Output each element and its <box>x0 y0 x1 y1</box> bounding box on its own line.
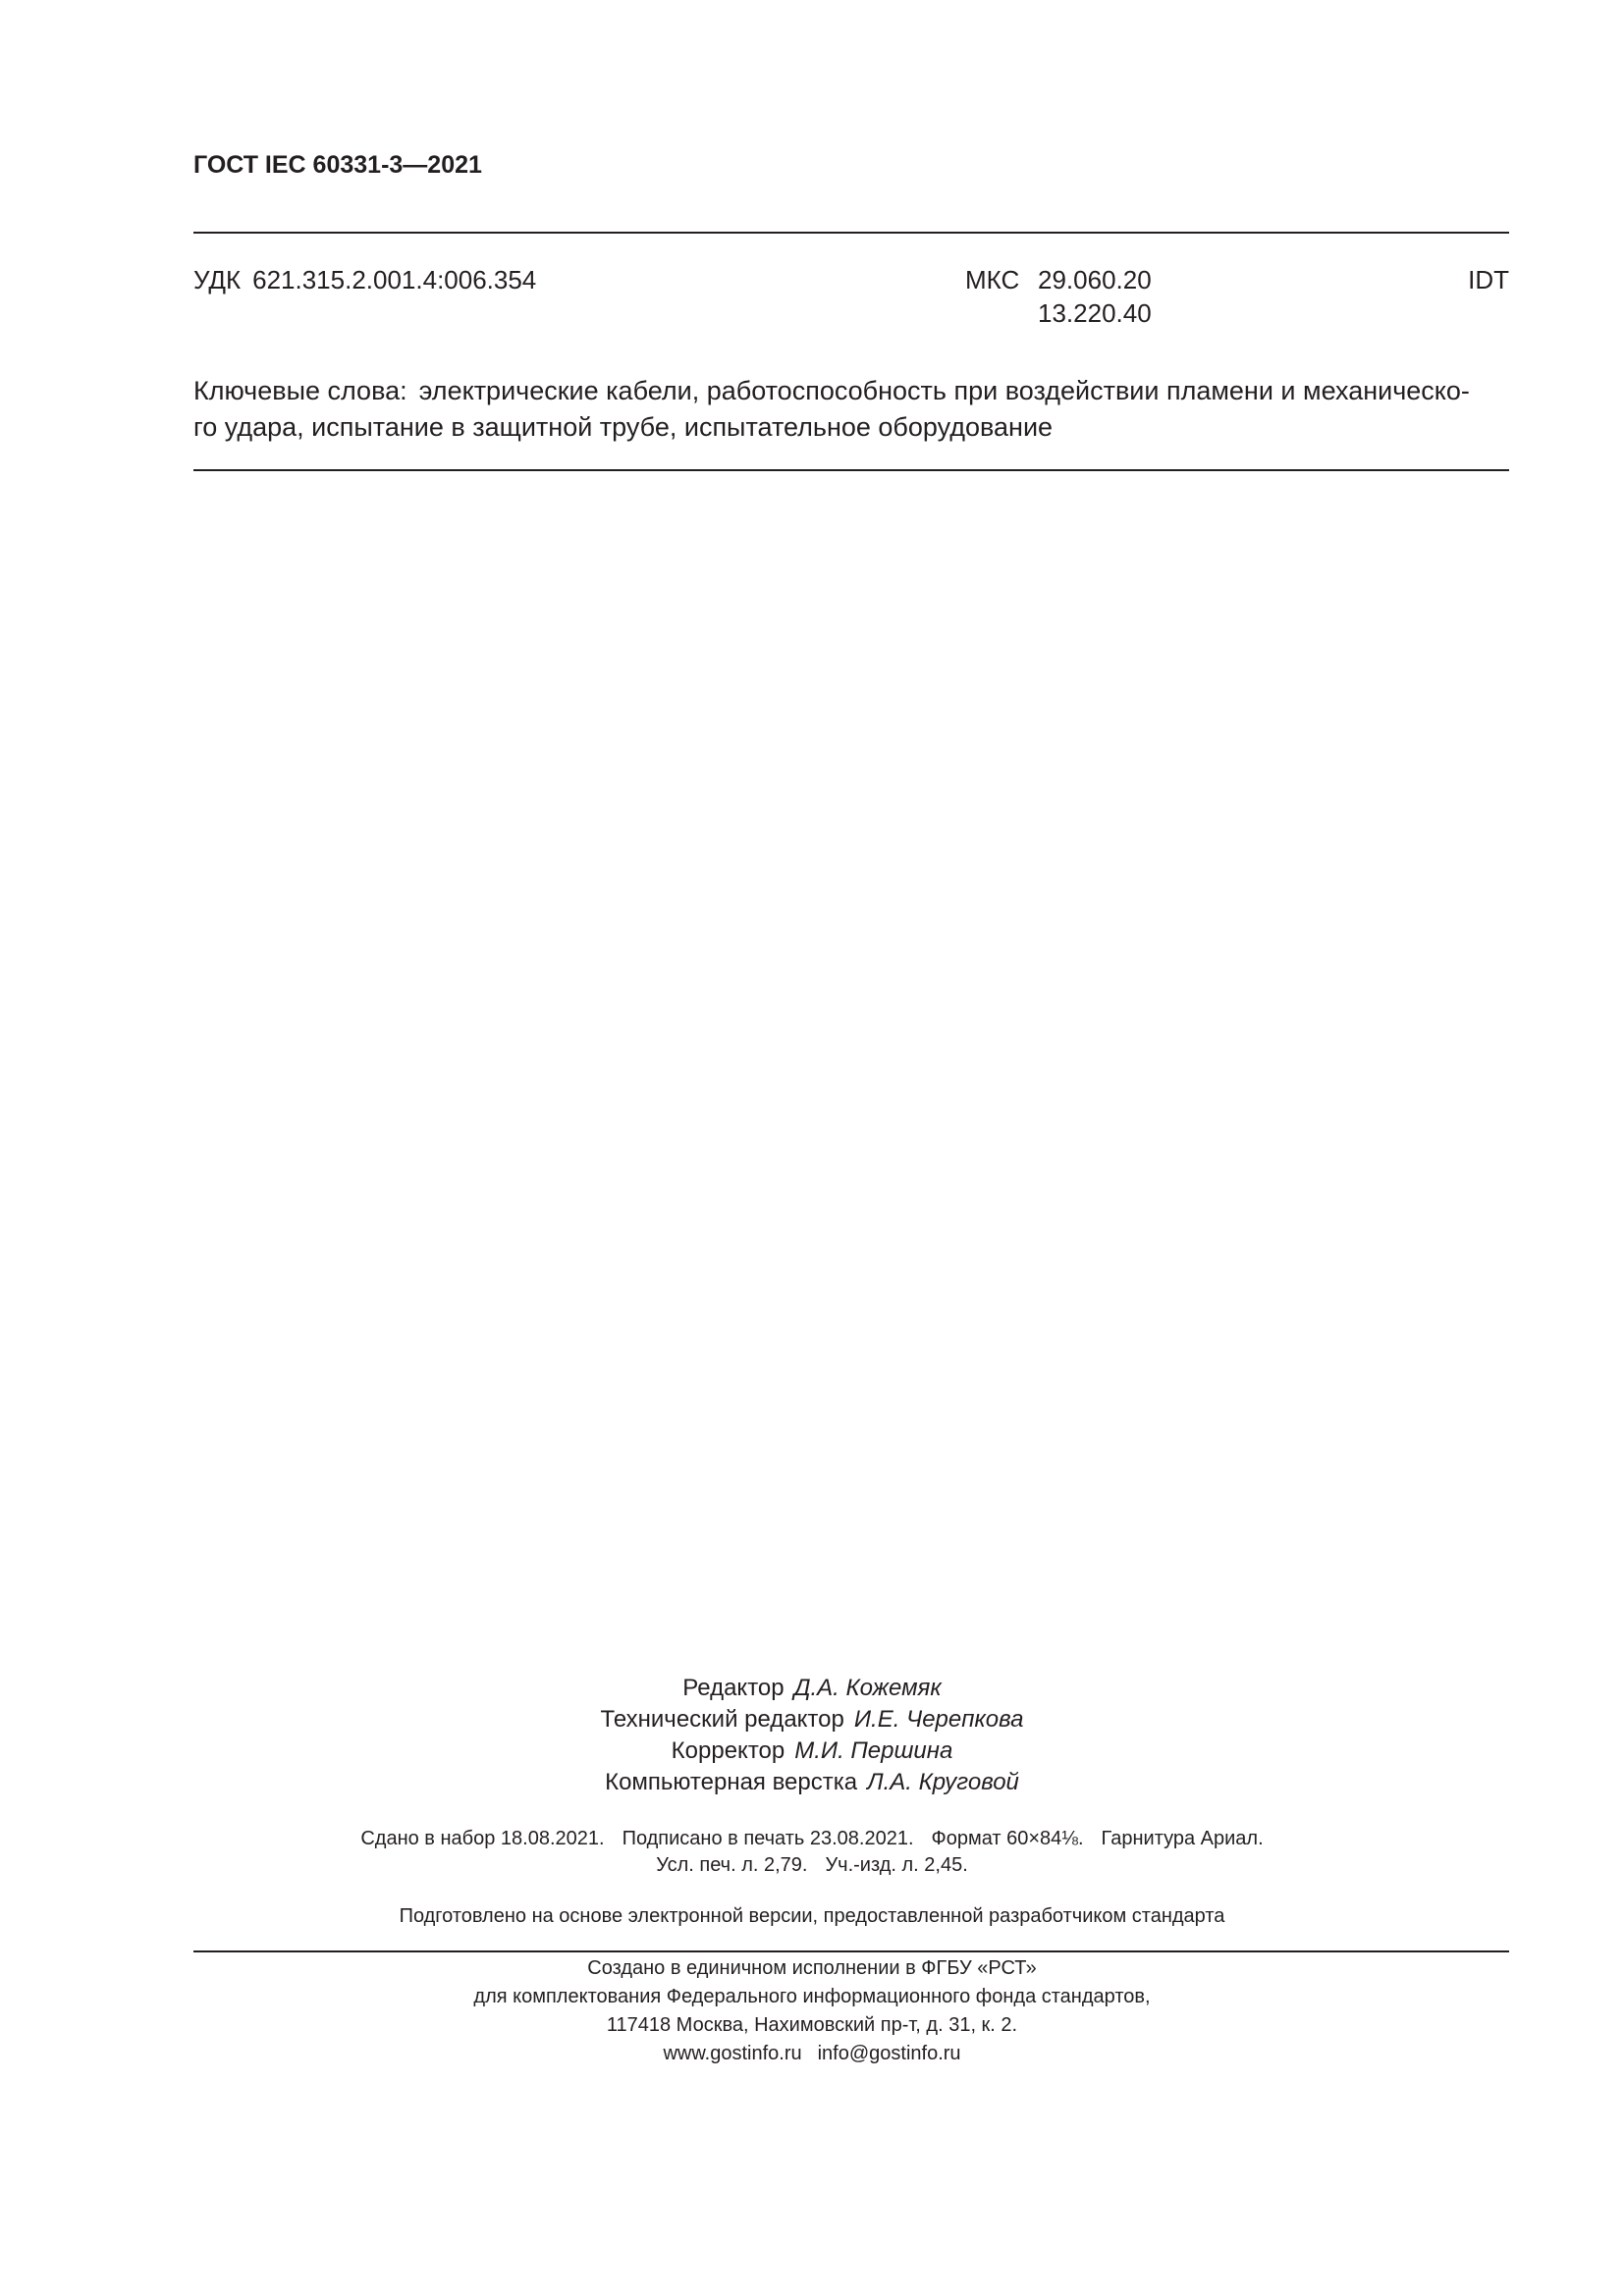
mks-value-1: 29.060.20 <box>1038 265 1152 294</box>
footer-divider <box>193 1950 1509 1952</box>
idt-marker: IDT <box>1468 265 1509 294</box>
print-info-block <box>0 1826 1624 1879</box>
prepared-note: Подготовлено на основе электронной версии, предоставленной разработчиком стандарта <box>399 1905 1225 1927</box>
keywords-text-line-1: электрические кабели, работоспособность при воздействии пламени и механическо- <box>418 376 1470 405</box>
publisher-block <box>0 1954 1624 2068</box>
credit-tech-editor: Технический редактор И.Е. Черепкова <box>600 1706 1024 1733</box>
udk-block <box>193 263 536 296</box>
publisher-line-1: Создано в единичном исполнении в ФГБУ «РСТ» <box>587 1957 1037 1979</box>
submitted-date: Сдано в набор 18.08.2021. <box>360 1828 605 1849</box>
print-info-line-2 <box>0 1852 1624 1879</box>
keywords-divider <box>193 469 1509 471</box>
mks-block <box>965 263 1152 330</box>
keywords-line-1 <box>193 373 1509 409</box>
typeface: Гарнитура Ариал. <box>1101 1828 1264 1849</box>
credit-layout: Компьютерная верстка Л.А. Круговой <box>605 1769 1019 1795</box>
mks-label: МКС <box>965 265 1020 294</box>
document-code: ГОСТ IEC 60331-3—2021 <box>193 151 482 179</box>
email-link[interactable]: info@gostinfo.ru <box>817 2043 961 2064</box>
keywords-block <box>193 373 1509 446</box>
keywords-text-line-2: го удара, испытание в защитной трубе, испытательное оборудование <box>193 412 1054 442</box>
credit-proofreader: Корректор М.И. Першина <box>671 1737 953 1764</box>
publisher-contacts <box>0 2040 1624 2068</box>
credit-name: М.И. Першина <box>794 1737 953 1764</box>
keywords-label: Ключевые слова: <box>193 376 407 405</box>
credit-name: И.Е. Черепкова <box>853 1706 1024 1733</box>
publisher-line-2: для комплектования Федерального информационного фонда стандартов, <box>473 1986 1151 2007</box>
credits-block <box>0 1673 1624 1798</box>
udk-label: УДК <box>193 265 242 294</box>
signed-date: Подписано в печать 23.08.2021. <box>622 1828 914 1849</box>
udk-value: 621.315.2.001.4:006.354 <box>252 265 537 294</box>
publication-sheets: Уч.-изд. л. 2,45. <box>825 1854 968 1876</box>
credit-name: Д.А. Кожемяк <box>793 1675 942 1701</box>
printed-sheets: Усл. печ. л. 2,79. <box>656 1854 808 1876</box>
credit-name: Л.А. Круговой <box>867 1769 1019 1795</box>
mks-value-2: 13.220.40 <box>1038 298 1152 328</box>
credit-editor: Редактор Д.А. Кожемяк <box>682 1675 942 1701</box>
print-info-line-1 <box>0 1826 1624 1852</box>
header-divider <box>193 232 1509 234</box>
website-link[interactable]: www.gostinfo.ru <box>663 2043 802 2064</box>
paper-format: Формат 60×84⅛. <box>931 1828 1084 1849</box>
publisher-address: 117418 Москва, Нахимовский пр-т, д. 31, к. 2. <box>606 2014 1018 2036</box>
